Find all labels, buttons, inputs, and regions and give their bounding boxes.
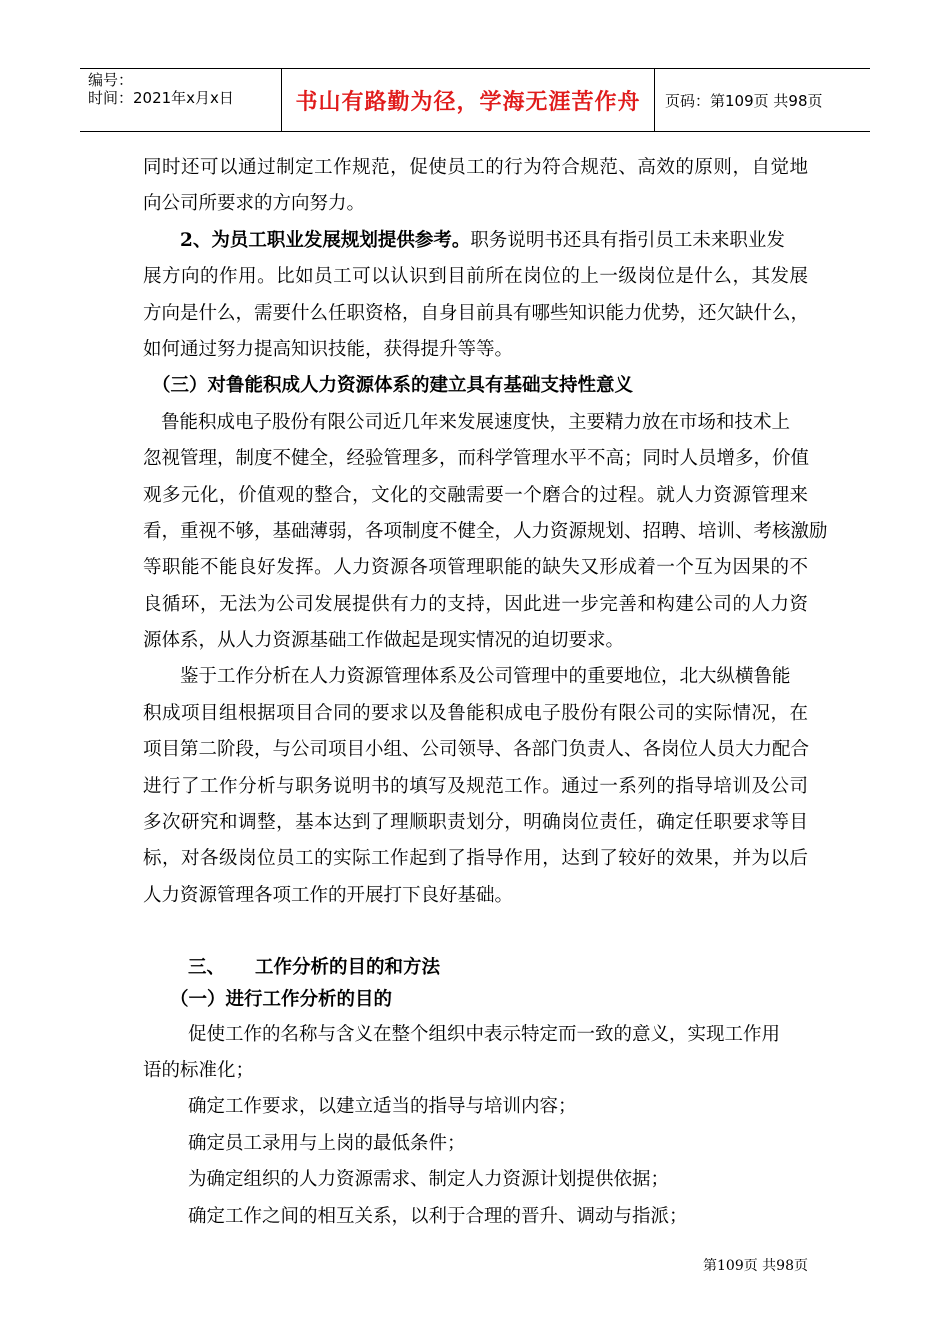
document-time-label: 时间：2021年x月x日 bbox=[88, 89, 234, 107]
page-header bbox=[80, 68, 870, 132]
document-body bbox=[143, 150, 828, 1235]
paragraph-line: 良循环，无法为公司发展提供有力的支持，因此进一步完善和构建公司的人力资 bbox=[143, 593, 808, 615]
paragraph-line: 积成项目组根据项目合同的要求以及鲁能积成电子股份有限公司的实际情况，在 bbox=[143, 702, 808, 724]
paragraph-text: 职务说明书还具有指引员工未来职业发 bbox=[470, 229, 785, 251]
list-item: 确定工作要求，以建立适当的指导与培训内容； bbox=[188, 1096, 577, 1118]
subsection-heading: （三）对鲁能积成人力资源体系的建立具有基础支持性意义 bbox=[152, 375, 634, 397]
list-item: 确定员工录用与上岗的最低条件； bbox=[188, 1132, 466, 1154]
document-number-label: 编号： bbox=[88, 71, 134, 89]
section-title: 工作分析的目的和方法 bbox=[255, 956, 441, 978]
paragraph-line: 项目第二阶段，与公司项目小组、公司领导、各部门负责人、各岗位人员大力配合 bbox=[143, 739, 810, 761]
paragraph-line bbox=[143, 223, 808, 259]
header-page-number: 页码：第109页 共98页 bbox=[665, 91, 823, 110]
paragraph-line: 多次研究和调整，基本达到了理顺职责划分，明确岗位责任，确定任职要求等目 bbox=[143, 812, 808, 834]
section-number: 三、 bbox=[188, 956, 226, 978]
list-item: 确定工作之间的相互关系，以利于合理的晋升、调动与指派； bbox=[188, 1205, 688, 1227]
paragraph-line: 观多元化，价值观的整合，文化的交融需要一个磨合的过程。就人力资源管理来 bbox=[143, 484, 808, 506]
paragraph-line: 标，对各级岗位员工的实际工作起到了指导作用，达到了较好的效果，并为以后 bbox=[143, 848, 808, 870]
paragraph-line: 忽视管理，制度不健全，经验管理多，而科学管理水平不高；同时人员增多，价值 bbox=[143, 448, 810, 470]
blank-line bbox=[143, 914, 808, 950]
header-motto: 书山有路勤为径，学海无涯苦作舟 bbox=[282, 69, 655, 131]
paragraph-line: 看，重视不够，基础薄弱，各项制度不健全，人力资源规划、招聘、培训、考核激励 bbox=[143, 520, 828, 542]
paragraph-line: 同时还可以通过制定工作规范，促使员工的行为符合规范、高效的原则，自觉地 bbox=[143, 157, 808, 178]
paragraph-line: 方向是什么，需要什么任职资格，自身目前具有哪些知识能力优势，还欠缺什么， bbox=[143, 302, 810, 324]
paragraph-line: 语的标准化； bbox=[143, 1059, 255, 1081]
paragraph-line: 如何通过努力提高知识技能，获得提升等等。 bbox=[143, 338, 514, 360]
paragraph-line: 源体系，从人力资源基础工作做起是现实情况的迫切要求。 bbox=[143, 630, 625, 652]
paragraph-line: 鲁能积成电子股份有限公司近几年来发展速度快，主要精力放在市场和技术上 bbox=[161, 411, 791, 433]
paragraph-line: 等职能不能良好发挥。人力资源各项管理职能的缺失又形成着一个互为因果的不 bbox=[143, 557, 808, 579]
paragraph-line: 人力资源管理各项工作的开展打下良好基础。 bbox=[143, 884, 514, 906]
paragraph-line: 促使工作的名称与含义在整个组织中表示特定而一致的意义，实现工作用 bbox=[188, 1023, 781, 1045]
page-footer: 第109页 共98页 bbox=[703, 1258, 808, 1274]
paragraph-line: 进行了工作分析与职务说明书的填写及规范工作。通过一系列的指导培训及公司 bbox=[143, 775, 808, 797]
paragraph-line: 鉴于工作分析在人力资源管理体系及公司管理中的重要地位，北大纵横鲁能 bbox=[180, 666, 791, 688]
paragraph-line: 展方向的作用。比如员工可以认识到目前所在岗位的上一级岗位是什么，其发展 bbox=[143, 266, 808, 288]
list-item: 为确定组织的人力资源需求、制定人力资源计划提供依据； bbox=[188, 1169, 670, 1191]
subsection-heading: （一）进行工作分析的目的 bbox=[170, 988, 393, 1010]
bold-lead-text: 2、为员工职业发展规划提供参考。 bbox=[180, 229, 471, 251]
section-heading bbox=[143, 953, 808, 983]
paragraph-line: 向公司所要求的方向努力。 bbox=[143, 193, 366, 215]
header-meta bbox=[80, 69, 282, 131]
